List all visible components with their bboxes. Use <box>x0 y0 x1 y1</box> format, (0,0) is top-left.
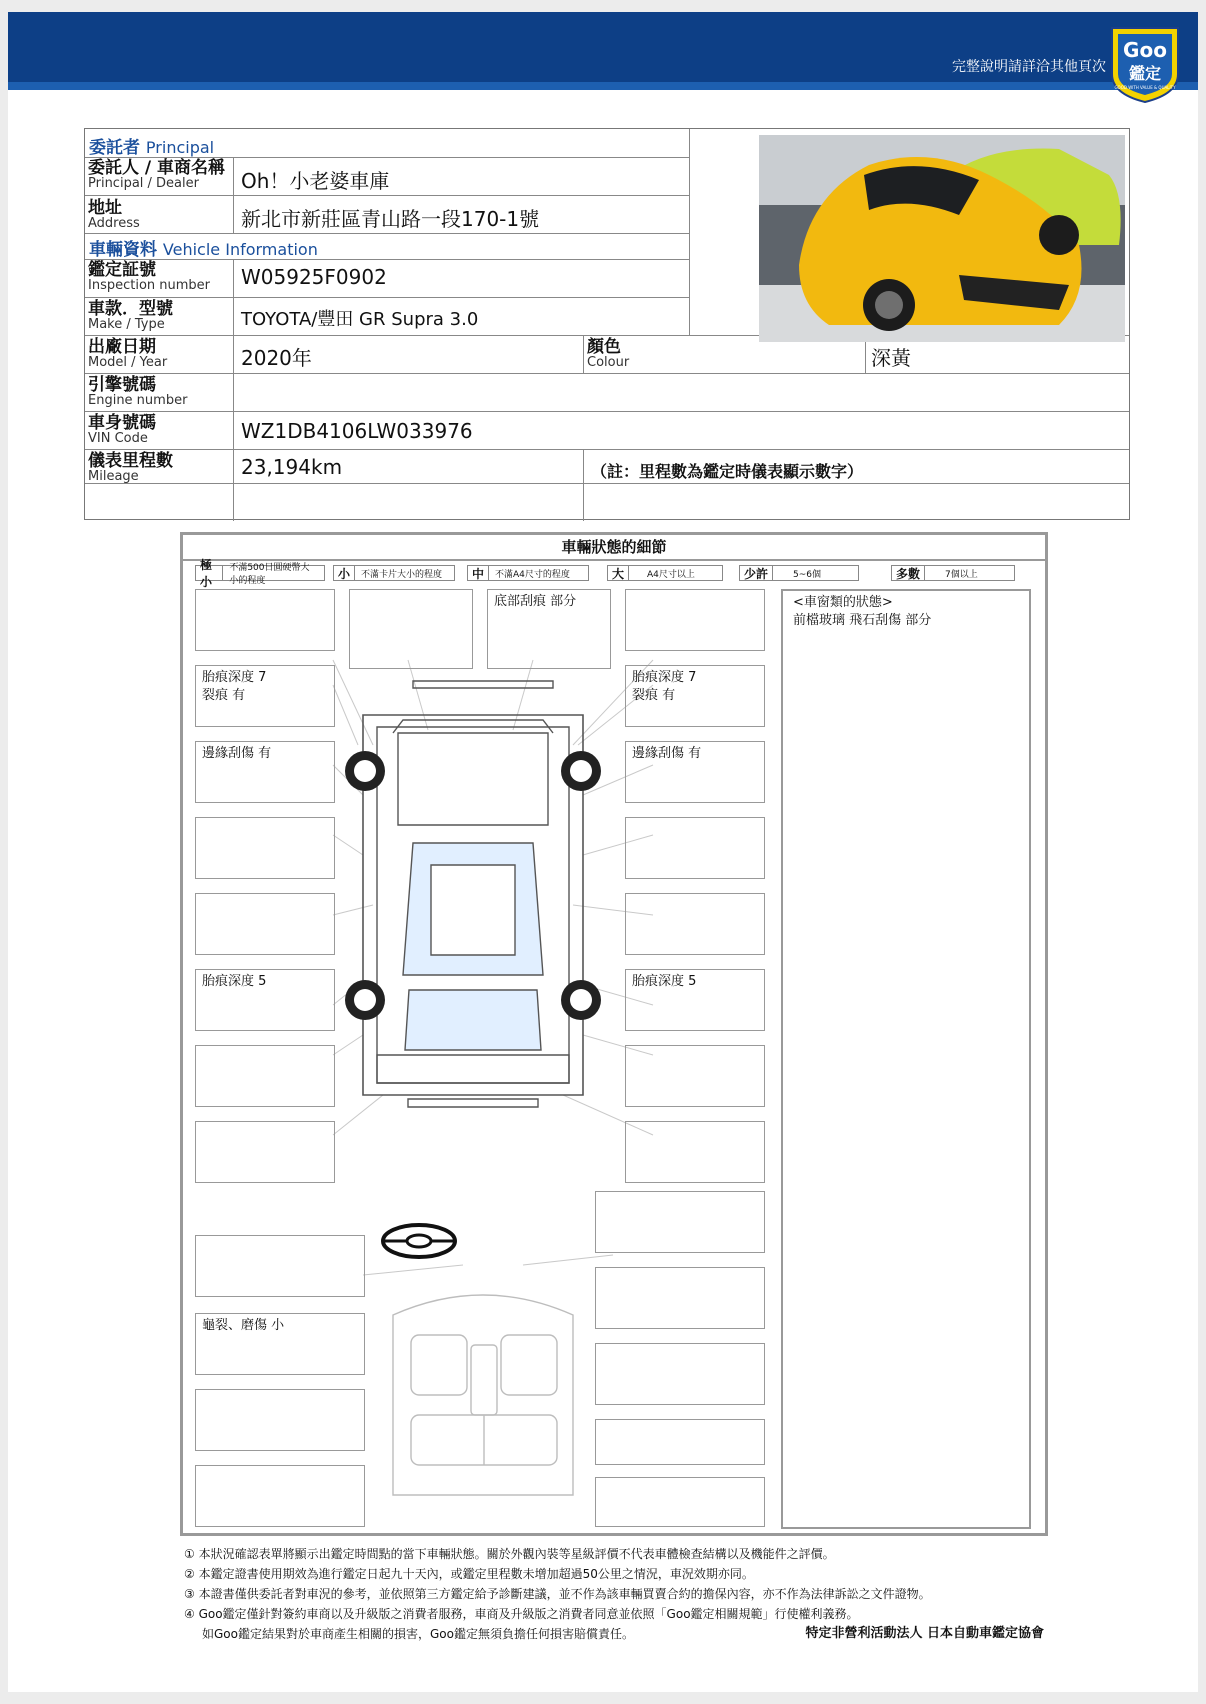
vehicle-condition-diagram <box>180 532 1048 1536</box>
badge-top-text: Goo <box>1123 38 1167 62</box>
condition-box-edge-left: 邊緣刮傷 有 <box>195 741 335 803</box>
footer-notes <box>184 1544 1084 1644</box>
footer-note: ① 本狀況確認表單將顯示出鑑定時間點的當下車輛狀態。關於外觀內裝等星級評價不代表車體檢查結構以及機能件之評價。 <box>184 1547 835 1561</box>
principal-section-title: 委託者 Principal <box>89 138 215 158</box>
condition-box-interior: 龜裂、磨傷 小 <box>195 1313 365 1375</box>
condition-box <box>195 893 335 955</box>
condition-box-bottom-scratch: 底部刮痕 部分 <box>487 589 611 669</box>
window-condition-value: 前檔玻璃 飛石刮傷 部分 <box>793 613 932 628</box>
legend-item: 少許 5~6個 <box>739 565 859 581</box>
legend-item: 極小 不滿500日圓硬幣大小的程度 <box>195 565 325 581</box>
mileage-note: （註：里程數為鑑定時儀表顯示數字） <box>591 462 864 481</box>
steering-wheel-icon <box>383 1225 455 1257</box>
diagram-title: 車輛狀態的細節 <box>183 535 1045 561</box>
condition-box <box>625 893 765 955</box>
vehicle-photo <box>759 135 1125 342</box>
info-table <box>84 128 1130 520</box>
inspection-label: 鑑定証號 Inspection number <box>88 260 211 293</box>
window-condition-title: <車窗類的狀態> <box>793 595 893 610</box>
report-page <box>8 12 1198 1692</box>
condition-box <box>595 1477 765 1527</box>
dealer-value: Oh！小老婆車庫 <box>241 169 390 193</box>
colour-label: 顏色 Colour <box>587 337 630 370</box>
condition-box <box>195 1121 335 1183</box>
condition-box-tire-front-right: 胎痕深度 7 裂痕 有 <box>625 665 765 727</box>
window-condition-box <box>781 589 1031 1529</box>
colour-value: 深黃 <box>871 346 911 370</box>
condition-box <box>625 589 765 651</box>
footer-note: ② 本鑑定證書使用期效為進行鑑定日起九十天內，或鑑定里程數未增加超過50公里之情況，車況效期亦同。 <box>184 1567 754 1581</box>
badge-bottom-text: 鑑定 <box>1128 64 1162 83</box>
badge-ribbon-text: GOOD WITH VALUE & QUALITY <box>1114 85 1176 90</box>
condition-box <box>195 1389 365 1451</box>
condition-box-tire-rear-right: 胎痕深度 5 <box>625 969 765 1031</box>
mileage-value: 23,194km <box>241 455 343 479</box>
make-value: TOYOTA/豐田 GR Supra 3.0 <box>241 309 479 330</box>
condition-box <box>625 817 765 879</box>
year-label: 出廠日期 Model / Year <box>88 337 168 370</box>
condition-box <box>595 1267 765 1329</box>
legend-item: 小 不滿卡片大小的程度 <box>333 565 455 581</box>
condition-box-tire-front-left: 胎痕深度 7 裂痕 有 <box>195 665 335 727</box>
condition-box <box>625 1045 765 1107</box>
condition-box <box>195 817 335 879</box>
goo-logo-icon <box>1106 24 1184 104</box>
footer-note: ④ Goo鑑定僅針對簽約車商以及升級版之消費者服務，車商及升級版之消費者同意並依照「Goo鑑定相關規範」行使權利義務。 <box>184 1607 859 1621</box>
vin-value: WZ1DB4106LW033976 <box>241 419 473 443</box>
inspection-value: W05925F0902 <box>241 265 387 289</box>
footer-note: ③ 本證書僅供委託者對車況的參考，並依照第三方鑑定給予診斷建議，並不作為該車輛買賣合約的擔保內容，亦不作為法律訴訟之文件證物。 <box>184 1587 931 1601</box>
engine-label: 引擎號碼 Engine number <box>88 375 188 408</box>
condition-box <box>595 1343 765 1405</box>
legend-item: 大 A4尺寸以上 <box>607 565 723 581</box>
year-value: 2020年 <box>241 346 312 370</box>
condition-box <box>595 1191 765 1253</box>
address-value: 新北市新莊區青山路一段170-1號 <box>241 207 540 231</box>
condition-box <box>595 1419 765 1465</box>
condition-box <box>625 1121 765 1183</box>
vin-label: 車身號碼 VIN Code <box>88 413 156 446</box>
condition-box <box>195 589 335 651</box>
condition-box-tire-rear-left: 胎痕深度 5 <box>195 969 335 1031</box>
footer-organization: 特定非營利活動法人 日本自動車鑑定協會 <box>805 1626 1044 1641</box>
vehicle-section-title: 車輛資料 Vehicle Information <box>89 240 318 260</box>
make-label: 車款．型號 Make / Type <box>88 299 173 332</box>
condition-box <box>195 1235 365 1297</box>
dealer-label: 委託人 / 車商名稱 Principal / Dealer <box>88 158 226 191</box>
condition-box <box>349 589 473 669</box>
condition-box <box>195 1045 335 1107</box>
mileage-label: 儀表里程數 Mileage <box>88 451 173 484</box>
address-label: 地址 Address <box>88 198 140 231</box>
top-banner <box>8 12 1198 90</box>
banner-note: 完整說明請詳洽其他頁次 <box>952 59 1106 75</box>
legend-item: 中 不滿A4尺寸的程度 <box>467 565 589 581</box>
footer-note: 如Goo鑑定結果對於車商產生相關的損害，Goo鑑定無須負擔任何損害賠償責任。 <box>202 1627 634 1641</box>
condition-box-edge-right: 邊緣刮傷 有 <box>625 741 765 803</box>
legend-item: 多數 7個以上 <box>891 565 1015 581</box>
condition-box <box>195 1465 365 1527</box>
